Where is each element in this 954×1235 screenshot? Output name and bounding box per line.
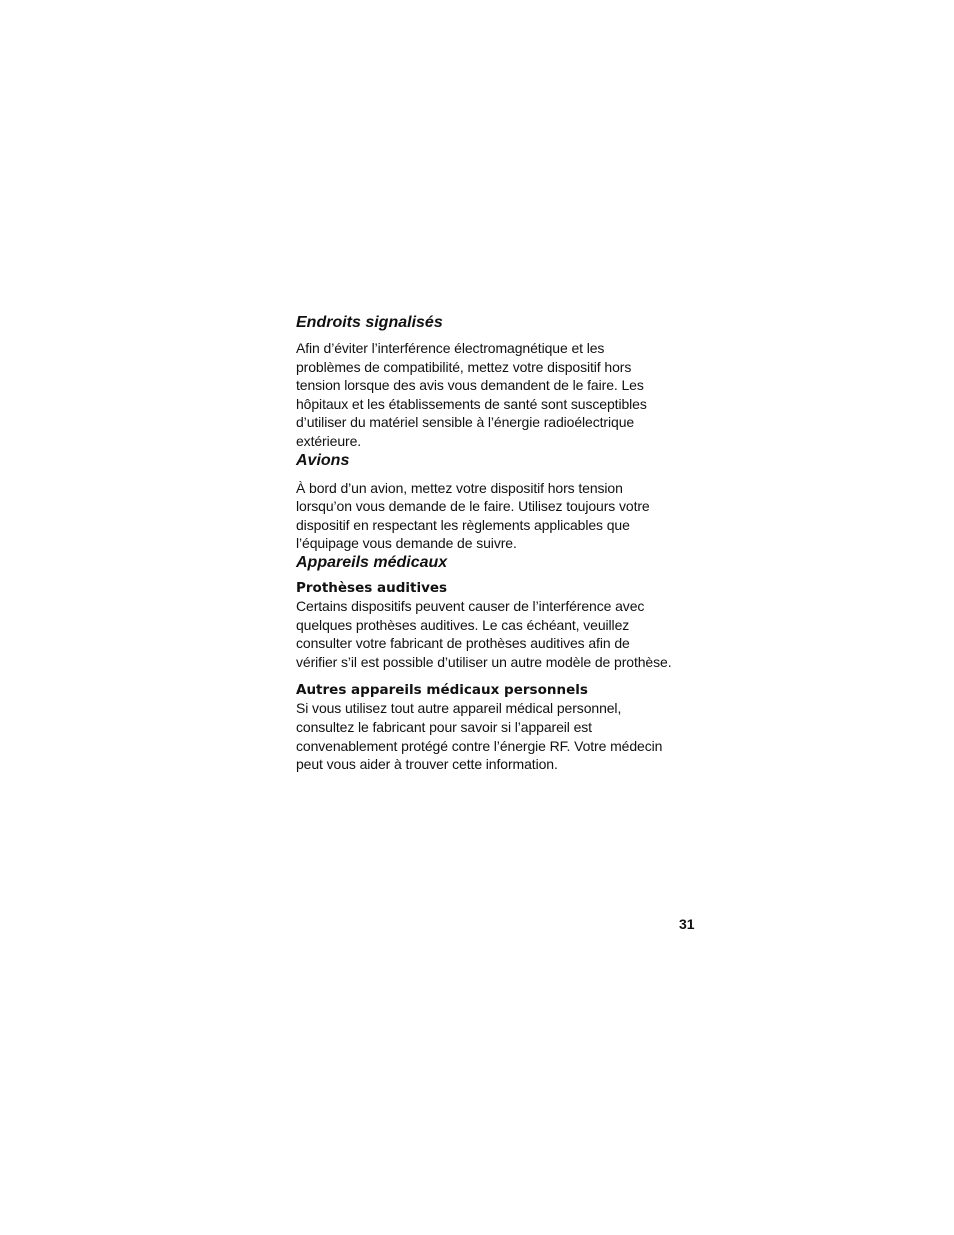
paragraph-line: lorsqu’on vous demande de le faire. Utilisez toujours votre (296, 498, 650, 515)
paragraph-line: À bord d’un avion, mettez votre dispositif hors tension (296, 479, 623, 496)
paragraph-avions (296, 479, 696, 553)
paragraph-protheses-auditives (296, 597, 696, 671)
paragraph-line: vérifier s’il est possible d’utiliser un autre modèle de prothèse. (296, 653, 672, 670)
paragraph-line: d’utiliser du matériel sensible à l’énergie radioélectrique (296, 414, 635, 431)
paragraph-line: convenablement protégé contre l’énergie RF. Votre médecin (296, 737, 663, 754)
paragraph-line: consultez le fabricant pour savoir si l’appareil est (296, 718, 592, 735)
paragraph-endroits-signalises (296, 339, 696, 451)
section-heading-appareils-medicaux: Appareils médicaux (296, 553, 448, 571)
paragraph-line: hôpitaux et les établissements de santé sont susceptibles (296, 395, 647, 412)
paragraph-line: l’équipage vous demande de suivre. (296, 535, 517, 552)
paragraph-line: tension lorsque des avis vous demandent de le faire. Les (296, 377, 644, 394)
paragraph-line: Certains dispositifs peuvent causer de l’interférence avec (296, 597, 645, 614)
page-number: 31 (679, 916, 695, 932)
subsection-autres-appareils (296, 681, 696, 773)
paragraph-line: dispositif en respectant les règlements applicables que (296, 516, 630, 533)
paragraph-line: quelques prothèses auditives. Le cas échéant, veuillez (296, 616, 630, 633)
paragraph-line: problèmes de compatibilité, mettez votre dispositif hors (296, 358, 632, 375)
subsection-protheses-auditives (296, 579, 696, 671)
paragraph-line: extérieure. (296, 432, 362, 449)
paragraph-autres-appareils (296, 699, 696, 773)
paragraph-line: consulter votre fabricant de prothèses auditives afin de (296, 635, 630, 652)
paragraph-line: Afin d’éviter l’interférence électromagnétique et les (296, 340, 605, 356)
paragraph-line: peut vous aider à trouver cette information. (296, 756, 558, 773)
subsection-heading-protheses-auditives: Prothèses auditives (296, 579, 448, 596)
section-heading-endroits-signalises: Endroits signalisés (296, 314, 443, 331)
subsection-heading-autres-appareils: Autres appareils médicaux personnels (296, 682, 588, 699)
document-body (296, 313, 696, 774)
section-heading-avions: Avions (296, 451, 350, 469)
paragraph-line: Si vous utilisez tout autre appareil médical personnel, (296, 700, 622, 717)
